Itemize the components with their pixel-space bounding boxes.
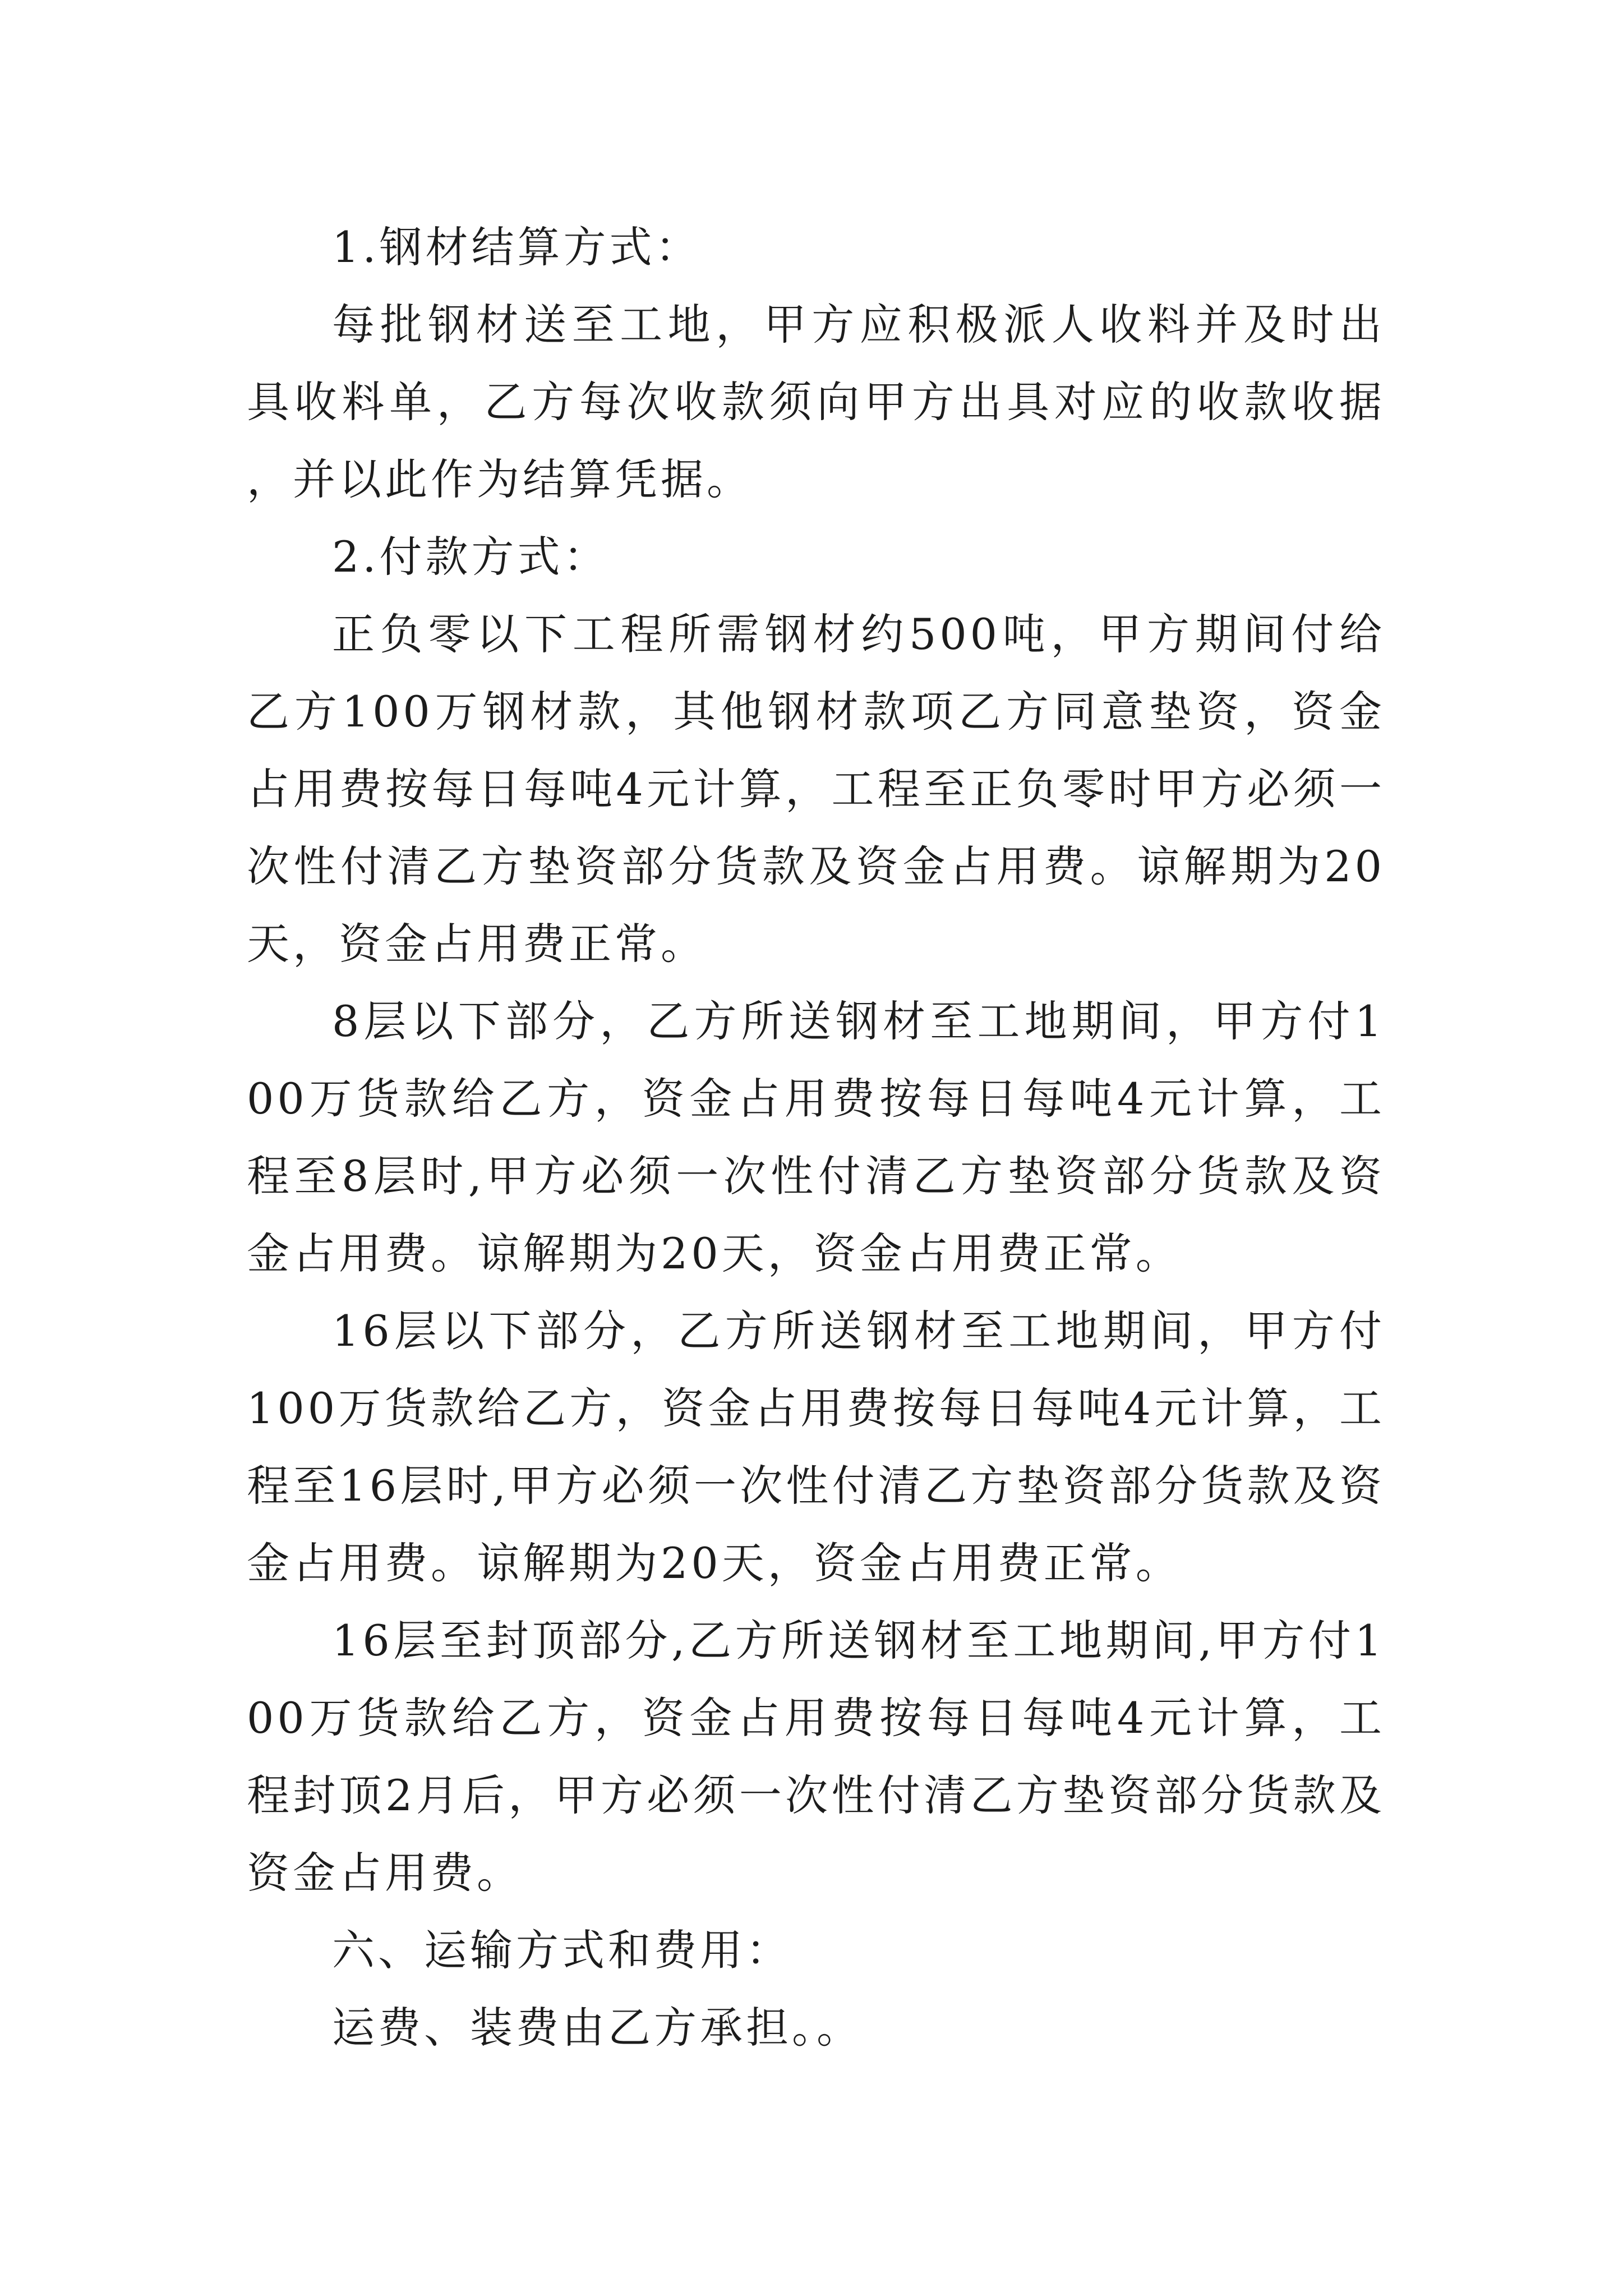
paragraph-transport-cost: 运费、装费由乙方承担。。 <box>332 2003 863 2053</box>
paragraph-payment-floor-8: 8层以下部分，乙方所送钢材至工地期间，甲方付100万货款给乙方，资金占用费按每日每吨4元计算，工程至8层时,甲方必须一次性付清乙方垫资部分货款及资金占用费。谅解期为20天，资金占用费正常。 <box>247 996 1385 1278</box>
paragraph-payment-topping: 16层至封顶部分,乙方所送钢材至工地期间,甲方付100万货款给乙方，资金占用费按每日每吨4元计算，工程封顶2月后，甲方必须一次性付清乙方垫资部分货款及资金占用费。 <box>247 1616 1385 1898</box>
section-heading-payment: 2.付款方式： <box>332 532 610 582</box>
paragraph-settlement-terms: 每批钢材送至工地，甲方应积极派人收料并及时出具收料单，乙方每次收款须向甲方出具对应的收款收据，并以此作为结算凭据。 <box>247 300 1385 504</box>
paragraph-payment-below-zero: 正负零以下工程所需钢材约500吨，甲方期间付给乙方100万钢材款，其他钢材款项乙方同意垫资，资金占用费按每日每吨4元计算，工程至正负零时甲方必须一次性付清乙方垫资部分货款及资金占用费。谅解期为20天，资金占用费正常。 <box>247 609 1385 969</box>
paragraph-payment-floor-16: 16层以下部分，乙方所送钢材至工地期间，甲方付100万货款给乙方，资金占用费按每日每吨4元计算，工程至16层时,甲方必须一次性付清乙方垫资部分货款及资金占用费。谅解期为20天，资金占用费正常。 <box>247 1306 1385 1588</box>
section-heading-settlement: 1.钢材结算方式： <box>332 222 702 272</box>
document-body <box>247 209 1385 2067</box>
section-heading-transport: 六、运输方式和费用： <box>332 1925 792 1975</box>
